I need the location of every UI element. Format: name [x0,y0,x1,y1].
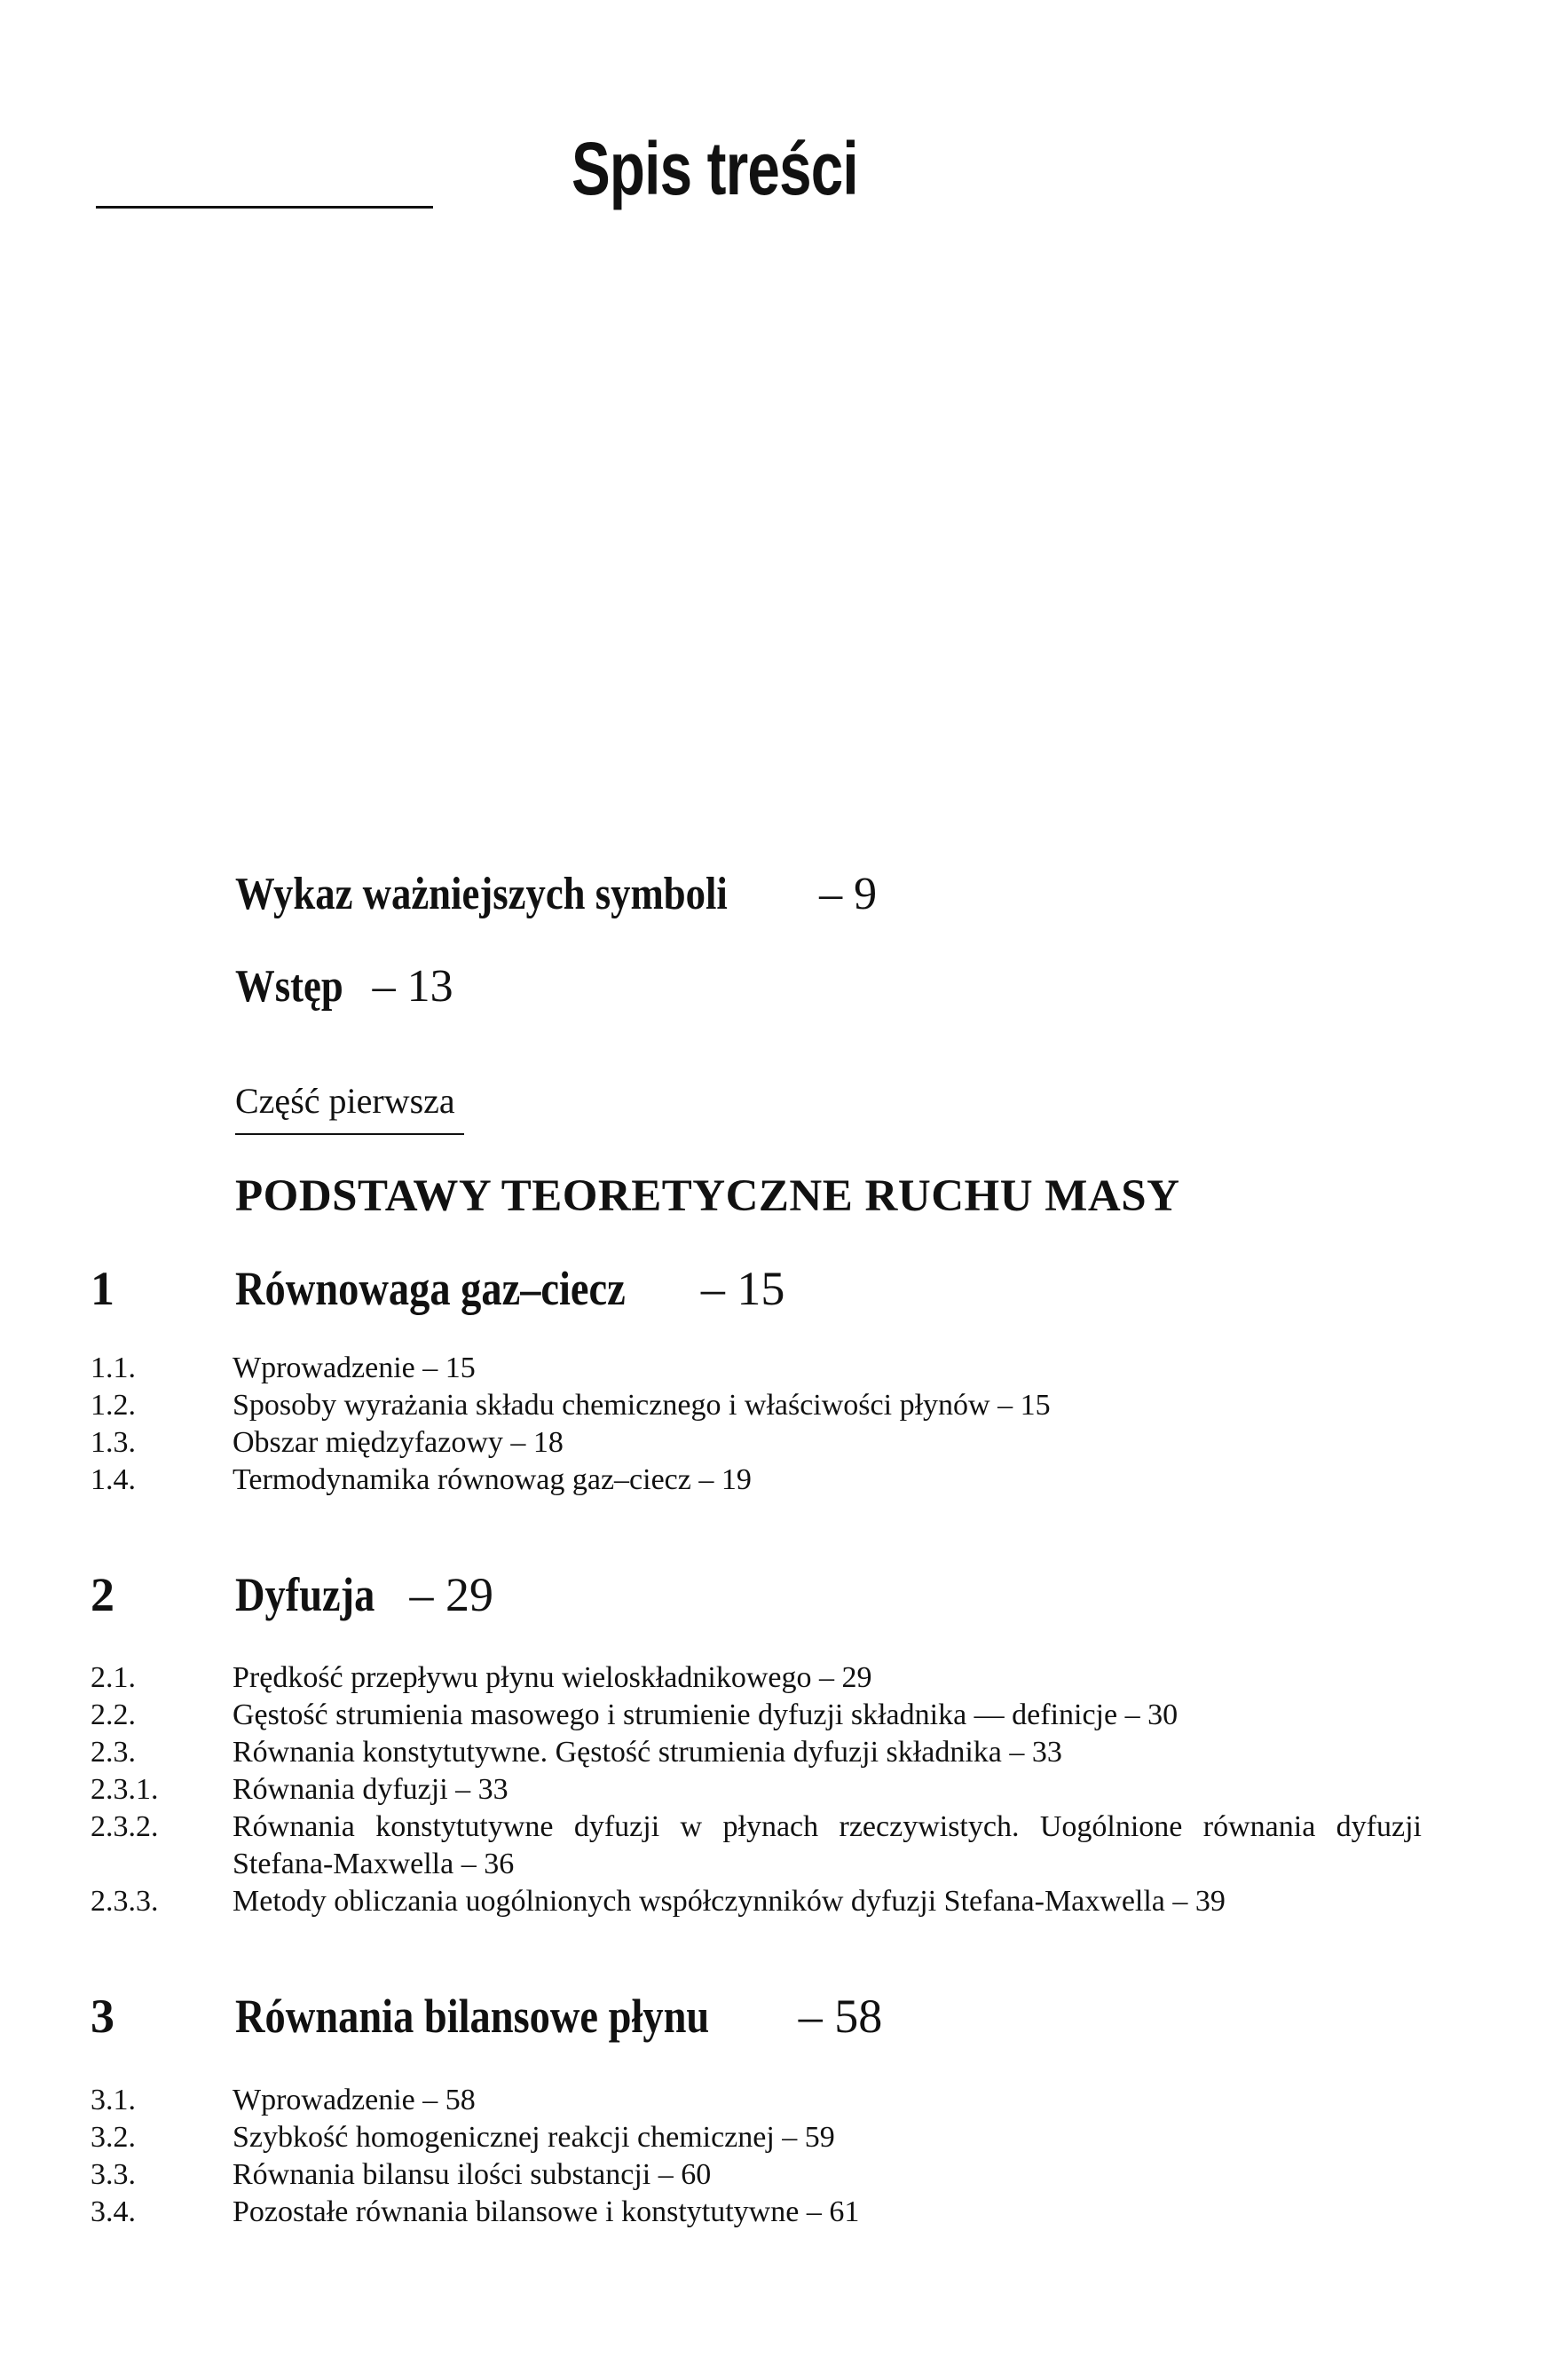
toc-section-row[interactable] [0,1424,1561,1462]
section-number: 1.4. [91,1463,136,1496]
section-text: Pozostałe równania bilansowe i konstytutywne – 61 [233,2195,860,2228]
chapter-2-heading[interactable] [0,1566,1561,1623]
section-number: 3.3. [91,2158,136,2191]
section-text: Prędkość przepływu płynu wieloskładnikowego – 29 [233,1661,872,1694]
section-text: Sposoby wyrażania składu chemicznego i właściwości płynów – 15 [233,1389,1051,1422]
section-number: 2.3. [91,1736,136,1769]
chapter-title-label: Dyfuzja [235,1568,375,1621]
toc-section-row[interactable] [0,1697,1561,1734]
chapter-3-sections [0,2082,1561,2231]
chapter-1-sections [0,1350,1561,1499]
section-number: 1.3. [91,1426,136,1459]
section-number: 3.2. [91,2121,136,2154]
chapter-title [235,1566,493,1623]
toc-entry-sep: – [372,961,396,1012]
section-number: 2.3.3. [91,1885,159,1918]
chapter-title-page: 58 [834,1990,883,2043]
toc-entry-symbols[interactable] [235,868,877,921]
title-block [96,124,858,222]
section-text: Gęstość strumienia masowego i strumienie dyfuzji składnika — definicje – 30 [233,1698,1179,1731]
toc-section-row[interactable] [0,1883,1561,1920]
chapter-2-sections [0,1659,1561,1920]
section-text: Równania bilansu ilości substancji – 60 [233,2158,712,2191]
section-text: Szybkość homogenicznej reakcji chemicznej – 59 [233,2121,835,2154]
page-title: Spis treści [572,127,858,210]
chapter-title-sep: – [409,1568,434,1621]
chapter-title-label: Równania bilansowe płynu [235,1990,710,2043]
section-text: Termodynamika równowag gaz–ciecz – 19 [233,1463,752,1496]
toc-section-row[interactable] [0,1350,1561,1387]
toc-section-row[interactable] [0,2194,1561,2231]
section-number: 2.2. [91,1698,136,1731]
section-text: Równania konstytutywne dyfuzji w płynach rzeczywistych. Uogólnione równania dyfuzji Stefana-Maxwella – 36 [233,1810,1422,1880]
section-number: 2.3.2. [91,1810,159,1843]
toc-section-row[interactable] [0,1771,1561,1809]
toc-entry-page: 13 [406,961,453,1012]
chapter-title-page: 15 [737,1262,785,1315]
toc-section-row[interactable] [0,1659,1561,1697]
chapter-title [235,1260,784,1317]
section-number: 3.1. [91,2084,136,2116]
chapter-number: 3 [91,1990,114,2043]
chapter-number: 2 [91,1568,114,1621]
chapter-title-sep: – [798,1990,823,2043]
chapter-title [235,1988,882,2045]
part-title: PODSTAWY TEORETYCZNE RUCHU MASY [235,1171,1180,1221]
section-text: Obszar międzyfazowy – 18 [233,1426,564,1459]
section-text: Równania dyfuzji – 33 [233,1773,509,1806]
chapter-title-sep: – [700,1262,725,1315]
section-text: Wprowadzenie – 58 [233,2084,476,2116]
title-rule [96,206,433,209]
chapter-title-label: Równowaga gaz–ciecz [235,1262,626,1315]
chapter-1-heading[interactable] [0,1260,1561,1317]
toc-section-row[interactable] [0,2119,1561,2156]
toc-section-row[interactable] [0,1462,1561,1499]
section-text: Metody obliczania uogólnionych współczynników dyfuzji Stefana-Maxwella – 39 [233,1885,1226,1918]
section-number: 2.1. [91,1661,136,1694]
section-text: Wprowadzenie – 15 [233,1352,476,1384]
chapter-3-heading[interactable] [0,1988,1561,2045]
part-label: Część pierwsza [235,1081,455,1121]
toc-entry-sep: – [819,869,843,919]
toc-section-row[interactable] [0,2156,1561,2194]
toc-entry-label: Wykaz ważniejszych symboli [235,869,728,919]
toc-entry-intro[interactable] [235,960,453,1013]
chapter-title-page: 29 [445,1568,493,1621]
toc-section-row[interactable] [0,1734,1561,1771]
toc-section-row[interactable] [0,1387,1561,1424]
chapter-number: 1 [91,1262,114,1315]
toc-entry-label: Wstęp [235,961,343,1012]
section-number: 1.2. [91,1389,136,1422]
toc-section-row[interactable] [0,1809,1561,1883]
part-rule [235,1133,464,1135]
section-number: 2.3.1. [91,1773,159,1806]
toc-entry-page: 9 [854,869,878,919]
section-number: 3.4. [91,2195,136,2228]
section-text: Równania konstytutywne. Gęstość strumienia dyfuzji składnika – 33 [233,1736,1062,1769]
toc-section-row[interactable] [0,2082,1561,2119]
section-number: 1.1. [91,1352,136,1384]
